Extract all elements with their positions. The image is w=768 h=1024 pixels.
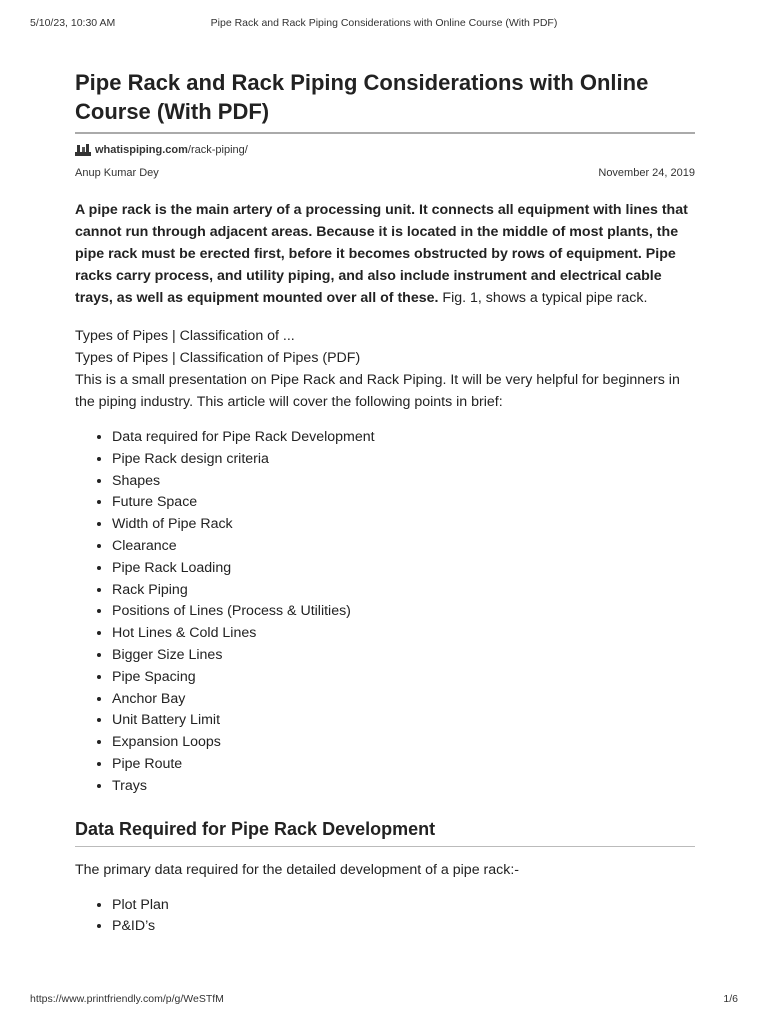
print-header [30,17,738,33]
section-title: Data Required for Pipe Rack Development [75,816,695,847]
list-item: • Pipe Rack design criteria [112,449,695,471]
source-path: /rack-piping/ [187,144,248,156]
related-link-1[interactable]: Types of Pipes | Classification of ... [75,328,295,344]
article [75,68,695,938]
lead-normal-text: Fig. 1, shows a typical pipe rack. [438,290,648,306]
print-datetime: 5/10/23, 10:30 AM [30,17,116,29]
source-link[interactable] [95,144,248,156]
data-required-list [75,895,695,939]
source-line [75,142,695,158]
related-link-2[interactable]: Types of Pipes | Classification of Pipes (PDF) [75,350,361,366]
source-domain: whatispiping.com [95,144,188,156]
list-item: • Pipe Rack Loading [112,558,695,580]
list-item: • Bigger Size Lines [112,645,695,667]
list-item: • Unit Battery Limit [112,710,695,732]
pipe-logo-icon [75,144,91,156]
publish-date: November 24, 2019 [598,167,695,179]
list-item: • Clearance [112,536,695,558]
list-item: • Shapes [112,471,695,493]
lead-paragraph [75,199,695,309]
list-item: • Pipe Spacing [112,667,695,689]
list-item: • Expansion Loops [112,732,695,754]
section-intro: The primary data required for the detailed development of a pipe rack:- [75,861,519,878]
article-title: Pipe Rack and Rack Piping Considerations with Online Course (With PDF) [75,68,695,134]
list-item: • Future Space [112,492,695,514]
list-item: • P&ID’s [112,916,695,938]
print-page-title: Pipe Rack and Rack Piping Considerations with Online Course (With PDF) [210,17,558,29]
list-item: • Data required for Pipe Rack Development [112,427,695,449]
list-item: • Plot Plan [112,895,695,917]
author: Anup Kumar Dey [75,167,159,179]
list-item: • Trays [112,776,695,798]
list-item: • Positions of Lines (Process & Utilities) [112,601,695,623]
print-url: https://www.printfriendly.com/p/g/WeSTfM [30,993,224,1005]
list-item: • Anchor Bay [112,689,695,711]
list-item: • Width of Pipe Rack [112,514,695,536]
intro-text: This is a small presentation on Pipe Rack and Rack Piping. It will be very helpful for beginners in the piping industry. This article will cover the following points in brief: [75,372,680,410]
lead-bold-text: A pipe rack is the main artery of a processing unit. It connects all equipment with lines that cannot run through adjacent areas. Because it is located in the middle of most plants, the pipe rack must be erected first, before it becomes obstructed by rows of equipment. Pipe racks carry process, and utility piping, and also include instrument and electrical cable trays, as well as equipment mounted over all of these. [75,202,688,306]
page-number: 1/6 [723,993,738,1005]
article-meta [75,167,695,183]
list-item: • Rack Piping [112,580,695,602]
intro-block [75,325,695,413]
print-footer [30,993,738,1009]
list-item: • Hot Lines & Cold Lines [112,623,695,645]
points-list [75,427,695,798]
list-item: • Pipe Route [112,754,695,776]
